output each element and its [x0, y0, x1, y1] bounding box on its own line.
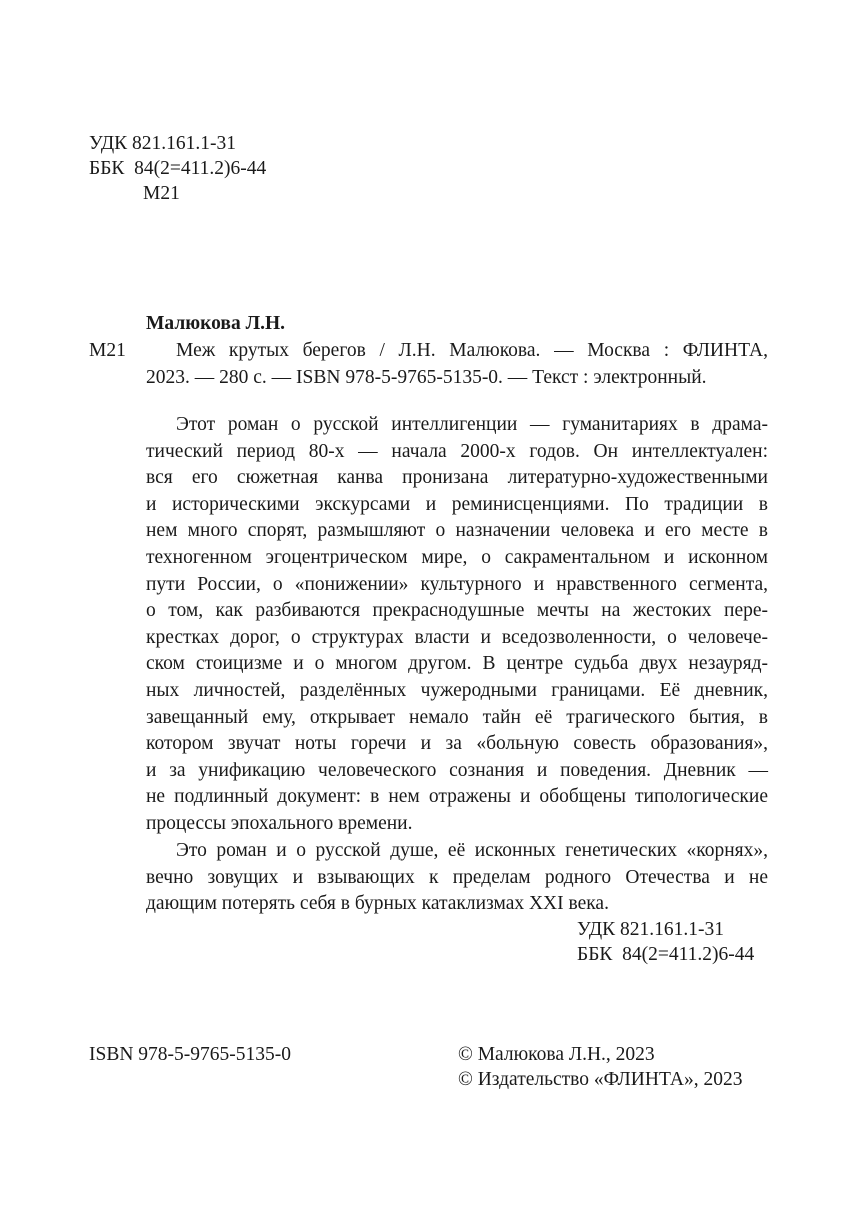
bbk-bottom: ББК 84(2=411.2)6-44: [577, 944, 755, 965]
desc-line: 2023. — 280 с. — ISBN 978-5-9765-5135-0. — Текст : электронный.: [146, 367, 707, 388]
annotation-line: завещанный ему, открывает немало тайн её трагического бытия, в: [146, 706, 768, 728]
copyright-author: © Малюкова Л.Н., 2023: [458, 1044, 655, 1065]
annotation-line: ском стоицизме и о многом другом. В центре судьба двух незауряд-: [146, 653, 768, 675]
bibliographic-description: [146, 337, 768, 391]
bbk-top: ББК 84(2=411.2)6-44: [89, 158, 267, 179]
isbn: ISBN 978-5-9765-5135-0: [89, 1044, 292, 1065]
desc-line: Меж крутых берегов / Л.Н. Малюкова. — Москва : ФЛИНТА,: [176, 340, 768, 361]
annotation-line: пути России, о «понижении» культурного и нравственного сегмента,: [146, 573, 768, 595]
annotation-line: о том, как разбиваются прекраснодушные мечты на жестоких пере-: [146, 600, 768, 622]
annotation-line: ных личностей, разделённых чужеродными границами. Её дневник,: [146, 679, 768, 701]
annotation-line: Это роман и о русской душе, её исконных генетических «корнях»,: [176, 840, 768, 861]
udk-top: УДК 821.161.1-31: [89, 133, 237, 154]
annotation-line: Этот роман о русской интеллигенции — гуманитариях в драма-: [176, 414, 768, 435]
annotation-line: техногенном эгоцентрическом мире, о сакраментальном и исконном: [146, 546, 768, 568]
author-sign: М21: [89, 340, 126, 361]
annotation-line: котором звучат ноты горечи и за «больную совесть образования»,: [146, 733, 768, 755]
annotation-line: вся его сюжетная канва пронизана литературно-художественными: [146, 467, 768, 489]
annotation-line: дающим потерять себя в бурных катаклизмах XXI века.: [146, 893, 609, 915]
annotation-line: и за унификацию человеческого сознания и поведения. Дневник —: [146, 759, 768, 781]
annotation-line: и историческими экскурсами и реминисценциями. По традиции в: [146, 493, 768, 515]
annotation-line: тический период 80-х — начала 2000-х годов. Он интеллектуален:: [146, 440, 768, 462]
author-heading: Малюкова Л.Н.: [146, 313, 286, 334]
annotation-paragraph-1: [146, 412, 768, 838]
annotation-line: нем много спорят, размышляют о назначении человека и его месте в: [146, 520, 768, 542]
annotation-line: процессы эпохального времени.: [146, 812, 413, 834]
copyright-publisher: © Издательство «ФЛИНТА», 2023: [458, 1069, 743, 1090]
udk-bottom: УДК 821.161.1-31: [577, 919, 725, 940]
annotation-line: не подлинный документ: в нем отражены и обобщены типологические: [146, 786, 768, 808]
annotation-paragraph-2: [146, 838, 768, 918]
annotation-line: крестках дорог, о структурах власти и вседозволенности, о человече-: [146, 626, 768, 648]
annotation-line: вечно зовущих и взывающих к пределам родного Отечества и не: [146, 866, 768, 888]
author-sign-top: М21: [143, 183, 180, 204]
